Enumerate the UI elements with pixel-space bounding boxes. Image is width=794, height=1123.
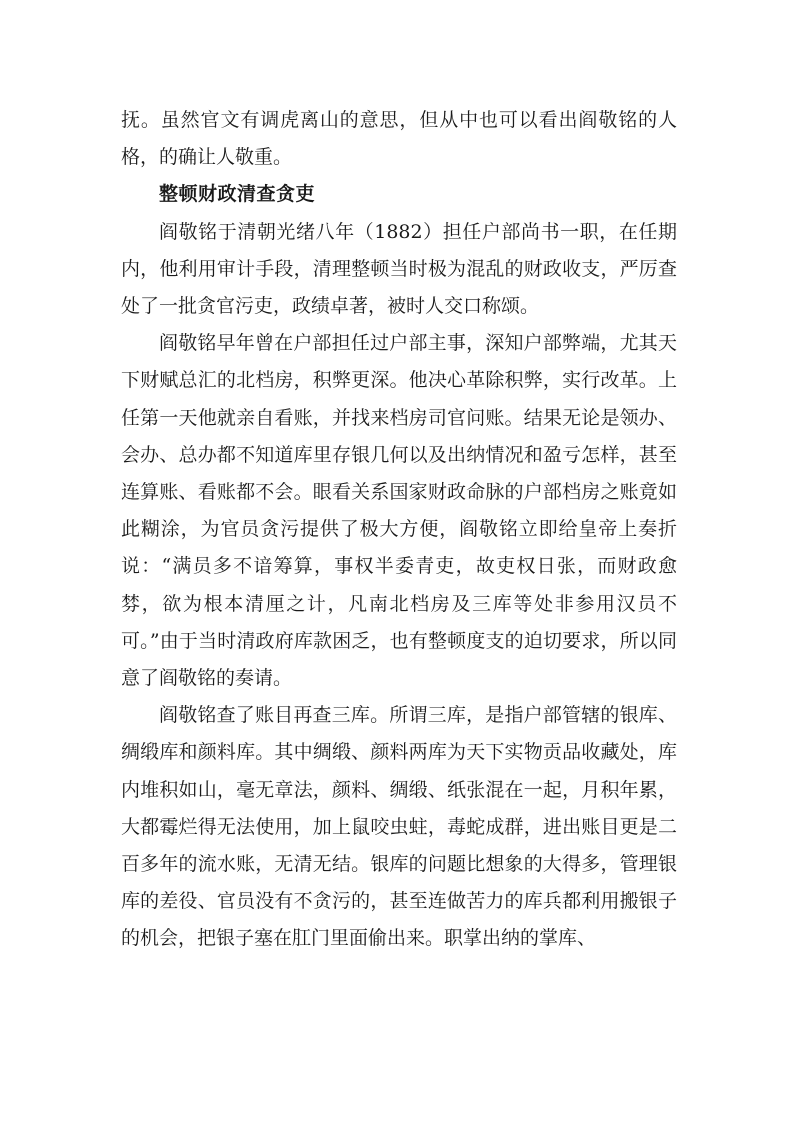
- section-heading: 整顿财政清查贪吏: [159, 183, 316, 206]
- body-text: [121, 102, 677, 958]
- paragraph-continuation: 抚。虽然官文有调虎离山的意思，但从中也可以看出阎敬铭的人格，的确让人敬重。: [121, 109, 677, 169]
- paragraph-2: 阎敬铭早年曾在户部担任过户部主事，深知户部弊端，尤其天下财赋总汇的北档房，积弊更深。他决心革除积弊，实行改革。上任第一天他就亲自看账，并找来档房司官问账。结果无论是领办、会办、总办都不知道库里存银几何以及出纳情况和盈亏怎样，甚至连算账、看账都不会。眼看关系国家财政命脉的户部档房之账竟如此糊涂，为官员贪污提供了极大方便，阎敬铭立即给皇帝上奏折说：“满员多不谙筹算，事权半委青吏，故吏权日张，而财政愈棼，欲为根本清厘之计，凡南北档房及三库等处非参用汉员不可。”由于当时清政府库款困乏，也有整顿度支的迫切要求，所以同意了阎敬铭的奏请。: [121, 332, 677, 690]
- paragraph-3: 阎敬铭查了账目再查三库。所谓三库，是指户部管辖的银库、绸缎库和颜料库。其中绸缎、颜料两库为天下实物贡品收藏处，库内堆积如山，毫无章法，颜料、绸缎、纸张混在一起，月积年累，大都霉烂得无法使用，加上鼠咬虫蛀，毒蛇成群，进出账目更是二百多年的流水账，无清无结。银库的问题比想象的大得多，管理银库的差役、官员没有不贪污的，甚至连做苦力的库兵都利用搬银子的机会，把银子塞在肛门里面偷出来。职掌出纳的掌库、: [121, 704, 677, 950]
- paragraph-1: 阎敬铭于清朝光绪八年（1882）担任户部尚书一职，在任期内，他利用审计手段，清理整顿当时极为混乱的财政收支，严厉查处了一批贪官污吏，政绩卓著，被时人交口称颂。: [121, 220, 677, 318]
